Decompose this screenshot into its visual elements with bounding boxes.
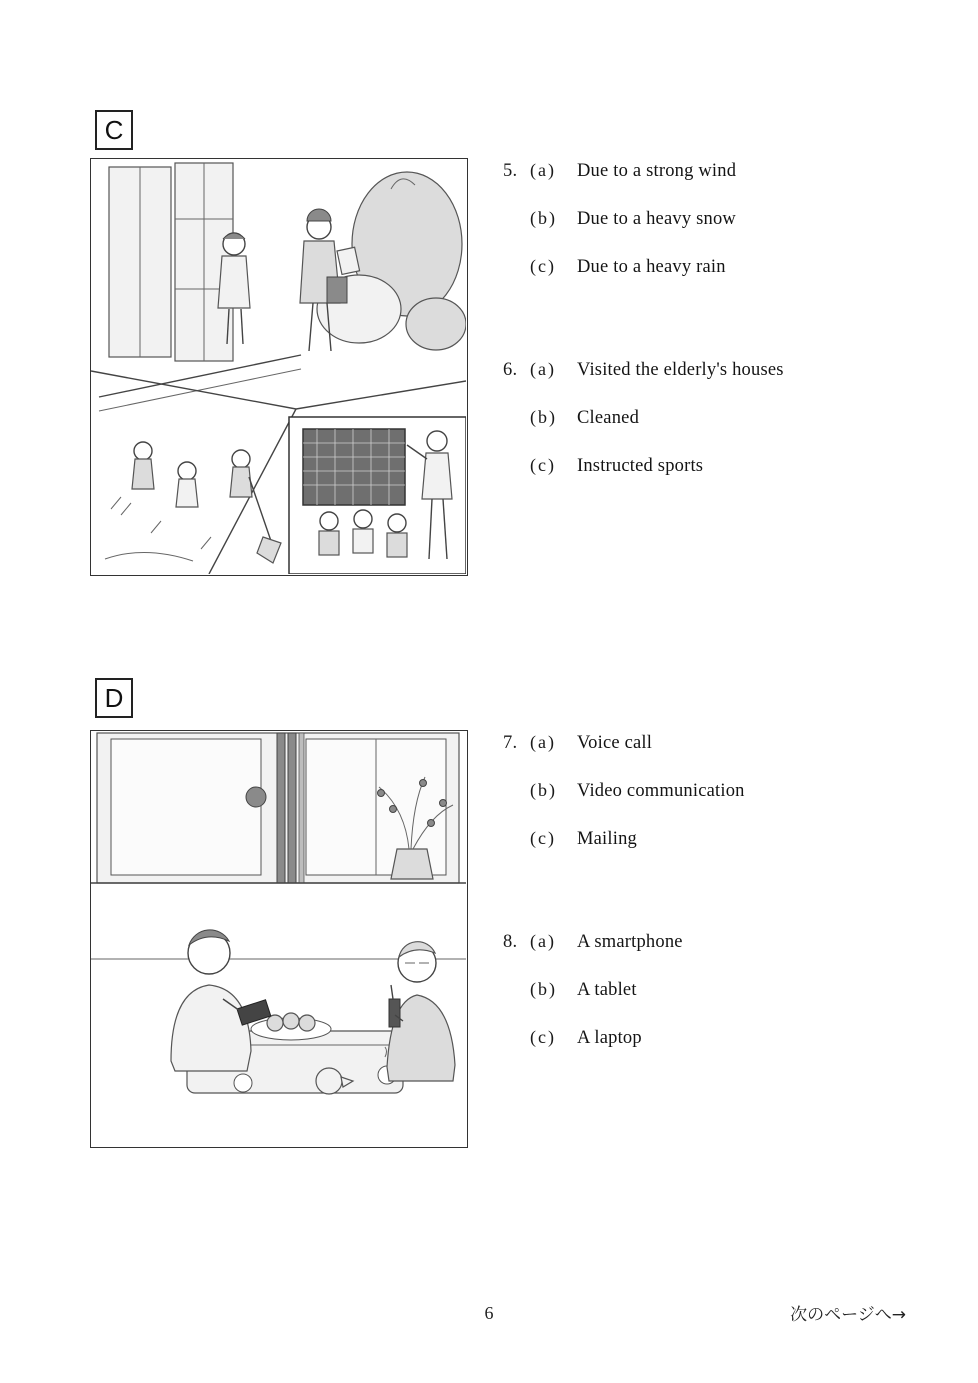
- option-text: Due to a heavy rain: [577, 257, 726, 277]
- question-number: 6.: [503, 360, 518, 380]
- question-number: 5.: [503, 161, 518, 181]
- option-text: Mailing: [577, 829, 637, 849]
- question-8-option-a: [503, 931, 933, 956]
- option-letter: (b): [530, 208, 557, 228]
- question-6-option-a: [503, 359, 933, 384]
- question-number: 8.: [503, 932, 518, 952]
- question-7: [503, 732, 933, 853]
- question-5: [503, 160, 933, 281]
- question-5-option-a: [503, 160, 933, 185]
- question-6-option-b: [503, 407, 933, 432]
- option-text: A smartphone: [577, 932, 683, 952]
- question-5-option-c: [503, 256, 933, 281]
- question-8: [503, 931, 933, 1052]
- option-letter: (c): [530, 256, 556, 276]
- question-5-option-b: [503, 208, 933, 233]
- option-letter: (b): [530, 780, 557, 800]
- option-text: Video communication: [577, 781, 745, 801]
- option-text: A tablet: [577, 980, 637, 1000]
- option-letter: (a): [530, 931, 556, 951]
- section-d-letter: D: [104, 682, 124, 713]
- option-letter: (a): [530, 160, 556, 180]
- next-page-note: 次のページへ→: [790, 1305, 906, 1325]
- questions-section-d: [503, 732, 933, 1075]
- option-text: Voice call: [577, 733, 653, 753]
- section-c-label: [95, 110, 133, 150]
- question-number: 7.: [503, 733, 518, 753]
- question-8-option-c: [503, 1027, 933, 1052]
- option-letter: (c): [530, 455, 556, 475]
- option-letter: (a): [530, 359, 556, 379]
- section-c-letter: C: [104, 114, 124, 145]
- illustration-d: [90, 730, 468, 1148]
- option-letter: (b): [530, 407, 557, 427]
- question-6: [503, 359, 933, 480]
- option-text: Instructed sports: [577, 456, 704, 476]
- page-number: 6: [484, 1303, 494, 1323]
- question-6-option-c: [503, 455, 933, 480]
- option-text: Due to a heavy snow: [577, 209, 736, 229]
- illustration-c-image: [91, 159, 466, 574]
- option-text: Due to a strong wind: [577, 161, 737, 181]
- question-7-option-c: [503, 828, 933, 853]
- option-text: A laptop: [577, 1028, 642, 1048]
- option-letter: (b): [530, 979, 557, 999]
- option-letter: (a): [530, 732, 556, 752]
- option-text: Cleaned: [577, 408, 640, 428]
- option-letter: (c): [530, 828, 556, 848]
- illustration-d-image: [91, 731, 466, 1146]
- question-8-option-b: [503, 979, 933, 1004]
- option-letter: (c): [530, 1027, 556, 1047]
- questions-section-c: [503, 160, 933, 503]
- question-7-option-a: [503, 732, 933, 757]
- question-7-option-b: [503, 780, 933, 805]
- section-d-label: [95, 678, 133, 718]
- option-text: Visited the elderly's houses: [577, 360, 784, 380]
- illustration-c: [90, 158, 468, 576]
